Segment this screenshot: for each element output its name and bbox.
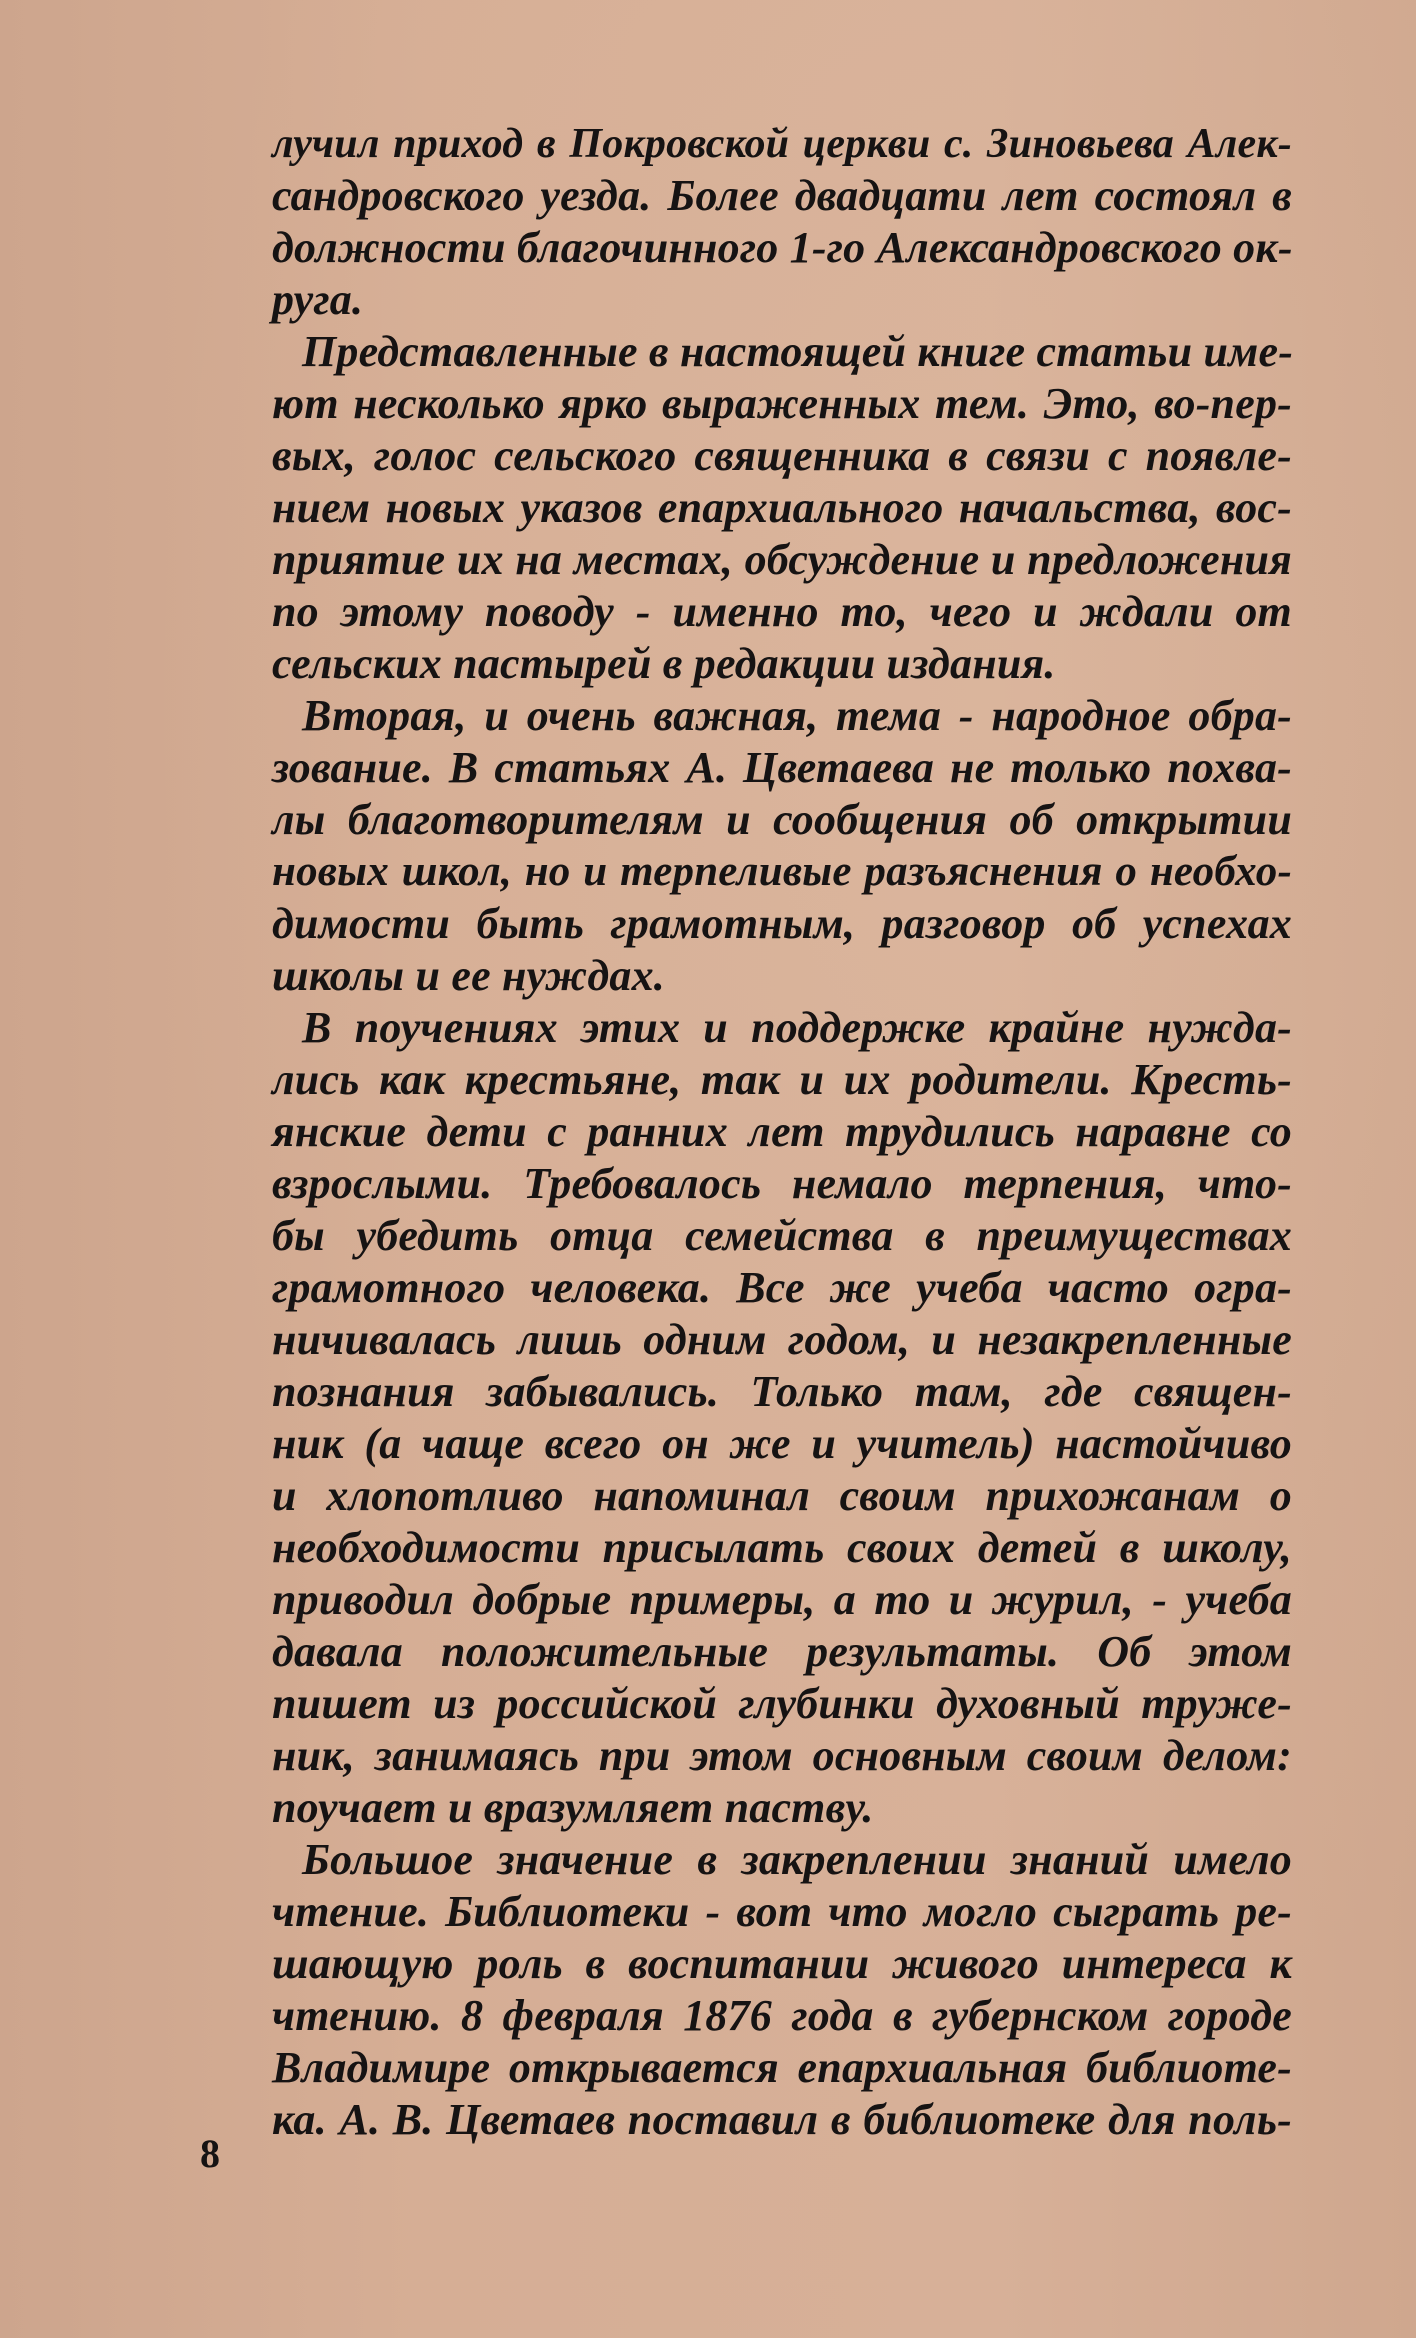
text-line: В поучениях этих и поддержке крайне нужда- bbox=[302, 1003, 1292, 1052]
text-line: димости быть грамотным, разговор об успехах bbox=[272, 899, 1292, 948]
text-line: должности благочинного 1-го Александровского ок- bbox=[272, 223, 1293, 272]
text-line: пишет из российской глубинки духовный труже- bbox=[272, 1679, 1292, 1728]
text-line: чтение. Библиотеки - вот что могло сыграть ре- bbox=[272, 1887, 1292, 1936]
text-line: Большое значение в закреплении знаний имело bbox=[302, 1835, 1292, 1884]
text-line: грамотного человека. Все же учеба часто огра- bbox=[272, 1263, 1292, 1312]
text-line: чтению. 8 февраля 1876 года в губернском городе bbox=[272, 1991, 1292, 2040]
text-line: школы и ее нуждах. bbox=[272, 951, 666, 1000]
body-text bbox=[272, 118, 1292, 2146]
text-line: ник, занимаясь при этом основным своим делом: bbox=[272, 1731, 1292, 1780]
text-line: руга. bbox=[272, 275, 364, 324]
text-line: вых, голос сельского священника в связи с появле- bbox=[272, 431, 1292, 480]
text-line: лы благотворителям и сообщения об открытии bbox=[272, 795, 1292, 844]
text-line: зование. В статьях А. Цветаева не только похва- bbox=[272, 743, 1292, 792]
paragraph-1 bbox=[272, 118, 1292, 326]
paragraph-5 bbox=[272, 1834, 1292, 2146]
text-line: ют несколько ярко выраженных тем. Это, во-пер- bbox=[272, 379, 1292, 428]
text-line: и хлопотливо напоминал своим прихожанам о bbox=[272, 1471, 1292, 1520]
text-line: нием новых указов епархиального начальства, вос- bbox=[272, 483, 1292, 532]
text-line: взрослыми. Требовалось немало терпения, что- bbox=[272, 1159, 1292, 1208]
text-line: бы убедить отца семейства в преимуществах bbox=[272, 1211, 1292, 1260]
text-line: Владимире открывается епархиальная библиоте- bbox=[272, 2043, 1292, 2092]
text-line: ничивалась лишь одним годом, и незакрепленные bbox=[272, 1315, 1292, 1364]
text-line: янские дети с ранних лет трудились наравне со bbox=[272, 1107, 1292, 1156]
text-line: лись как крестьяне, так и их родители. Кресть- bbox=[272, 1055, 1292, 1104]
text-line: сандровского уезда. Более двадцати лет состоял в bbox=[272, 171, 1292, 220]
text-line: шающую роль в воспитании живого интереса к bbox=[272, 1939, 1292, 1988]
text-line: сельских пастырей в редакции издания. bbox=[272, 639, 1056, 688]
text-line: поучает и вразумляет паству. bbox=[272, 1783, 874, 1832]
text-line: необходимости присылать своих детей в школу, bbox=[272, 1523, 1292, 1572]
paragraph-2 bbox=[272, 326, 1292, 690]
text-line: приводил добрые примеры, а то и журил, - учеба bbox=[272, 1575, 1292, 1624]
text-line: ка. А. В. Цветаев поставил в библиотеке для поль- bbox=[272, 2095, 1292, 2144]
text-line: ник (а чаще всего он же и учитель) настойчиво bbox=[272, 1419, 1292, 1468]
text-line: лучил приход в Покровской церкви с. Зиновьева Алек- bbox=[272, 121, 1292, 167]
text-line: Представленные в настоящей книге статьи име- bbox=[302, 327, 1294, 376]
text-line: приятие их на местах, обсуждение и предложения bbox=[272, 535, 1292, 584]
text-line: Вторая, и очень важная, тема - народное обра- bbox=[302, 691, 1292, 740]
page-number: 8 bbox=[200, 2131, 220, 2176]
text-line: познания забывались. Только там, где священ- bbox=[272, 1367, 1292, 1416]
text-line: давала положительные результаты. Об этом bbox=[272, 1627, 1292, 1676]
paragraph-4 bbox=[272, 1002, 1292, 1834]
text-line: по этому поводу - именно то, чего и ждали от bbox=[272, 587, 1292, 636]
paragraph-3 bbox=[272, 690, 1292, 1002]
text-line: новых школ, но и терпеливые разъяснения о необхо- bbox=[272, 848, 1292, 895]
